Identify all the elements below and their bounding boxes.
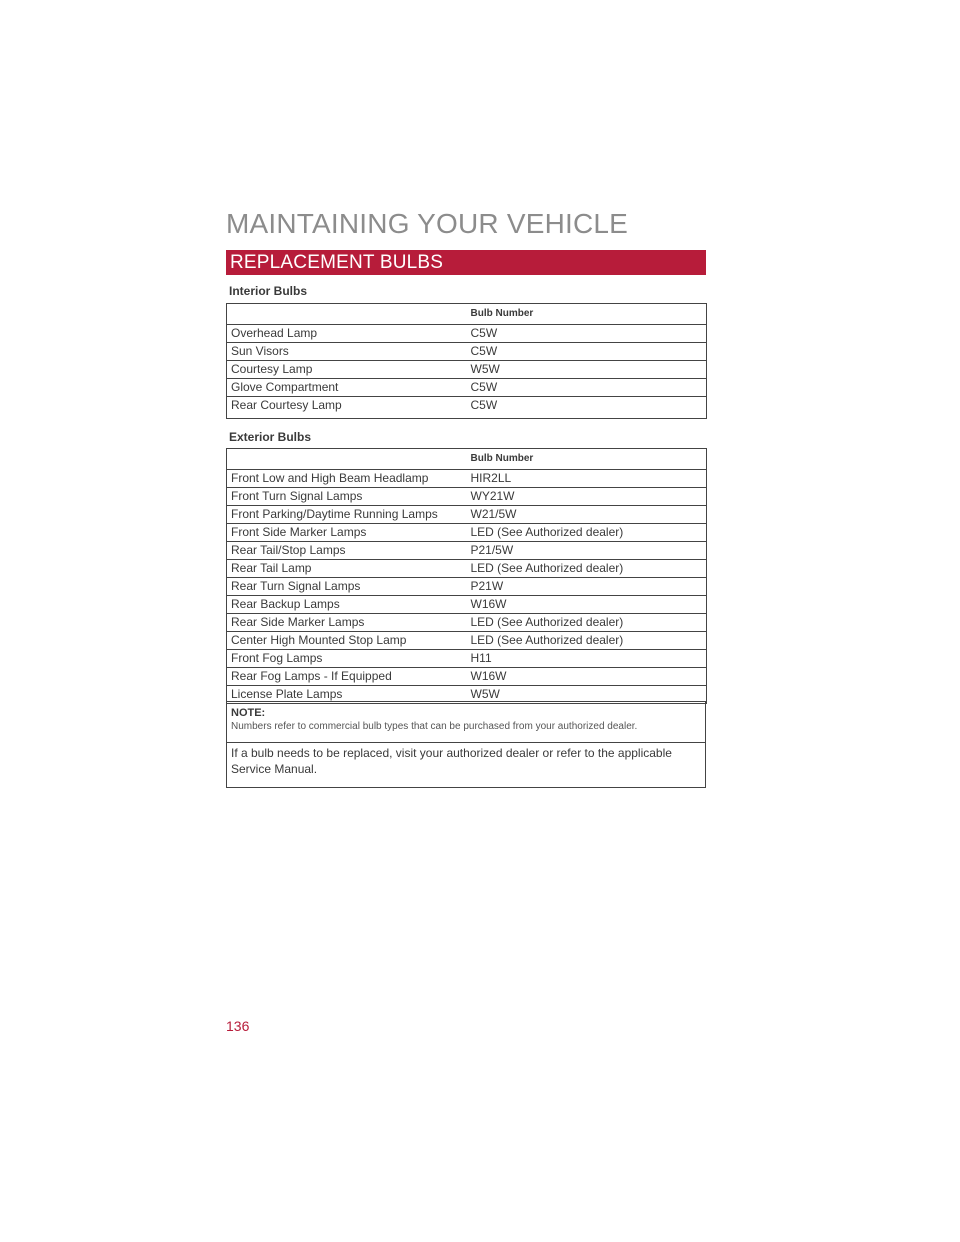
lamp-name: Rear Fog Lamps - If Equipped [227,668,467,686]
bulb-number: C5W [467,397,707,419]
bulb-number: C5W [467,343,707,361]
table-row [227,379,707,397]
interior-bulbs-table [226,303,707,419]
exterior-bulbs-table [226,448,707,704]
bulb-number: W21/5W [467,506,707,524]
bulb-number: W16W [467,596,707,614]
table-row [227,524,707,542]
bulb-number: H11 [467,650,707,668]
page-number: 136 [226,1018,250,1034]
lamp-name: Rear Tail Lamp [227,560,467,578]
bulb-number: P21/5W [467,542,707,560]
lamp-name: Center High Mounted Stop Lamp [227,632,467,650]
interior-bulbs-heading: Interior Bulbs [229,284,308,298]
bulb-number: P21W [467,578,707,596]
service-manual-note [226,742,706,788]
table-row [227,361,707,379]
replacement-bulbs-banner: REPLACEMENT BULBS [226,250,706,275]
bulb-number: HIR2LL [467,470,707,488]
bulb-number-header: Bulb Number [467,449,707,470]
lamp-name: Rear Tail/Stop Lamps [227,542,467,560]
table-row [227,614,707,632]
table-row [227,578,707,596]
note-text: Numbers refer to commercial bulb types that can be purchased from your authorized dealer. [231,721,638,732]
table-row [227,560,707,578]
lamp-name: Glove Compartment [227,379,467,397]
lamp-name: Front Side Marker Lamps [227,524,467,542]
table-row [227,542,707,560]
table-row [227,650,707,668]
lamp-name: License Plate Lamps [227,686,467,704]
lamp-name: Overhead Lamp [227,325,467,343]
lamp-name: Front Turn Signal Lamps [227,488,467,506]
bulb-number: WY21W [467,488,707,506]
bulb-number: C5W [467,325,707,343]
table-header-row [227,304,707,325]
table-row [227,343,707,361]
table-row [227,397,707,419]
table-row [227,470,707,488]
table-row [227,488,707,506]
lamp-name: Courtesy Lamp [227,361,467,379]
lamp-name: Rear Courtesy Lamp [227,397,467,419]
lamp-name: Front Fog Lamps [227,650,467,668]
note-box [226,701,706,743]
note-label: NOTE: [231,707,266,719]
lamp-name: Rear Backup Lamps [227,596,467,614]
table-header-row [227,449,707,470]
lamp-column-header [227,304,467,325]
lamp-name: Front Parking/Daytime Running Lamps [227,506,467,524]
bulb-number: W5W [467,361,707,379]
bulb-number: W5W [467,686,707,704]
lamp-name: Sun Visors [227,343,467,361]
lamp-name: Rear Turn Signal Lamps [227,578,467,596]
section-title: MAINTAINING YOUR VEHICLE [226,208,629,239]
table-row [227,506,707,524]
bulb-number-header: Bulb Number [467,304,707,325]
lamp-name: Rear Side Marker Lamps [227,614,467,632]
service-manual-text: If a bulb needs to be replaced, visit your authorized dealer or refer to the applicable Service Manual. [231,746,672,776]
bulb-number: LED (See Authorized dealer) [467,560,707,578]
table-row [227,596,707,614]
lamp-name: Front Low and High Beam Headlamp [227,470,467,488]
table-row [227,325,707,343]
bulb-number: LED (See Authorized dealer) [467,614,707,632]
table-row [227,668,707,686]
bulb-number: W16W [467,668,707,686]
bulb-number: C5W [467,379,707,397]
lamp-column-header [227,449,467,470]
exterior-bulbs-heading: Exterior Bulbs [229,430,312,444]
bulb-number: LED (See Authorized dealer) [467,632,707,650]
table-row [227,632,707,650]
bulb-number: LED (See Authorized dealer) [467,524,707,542]
